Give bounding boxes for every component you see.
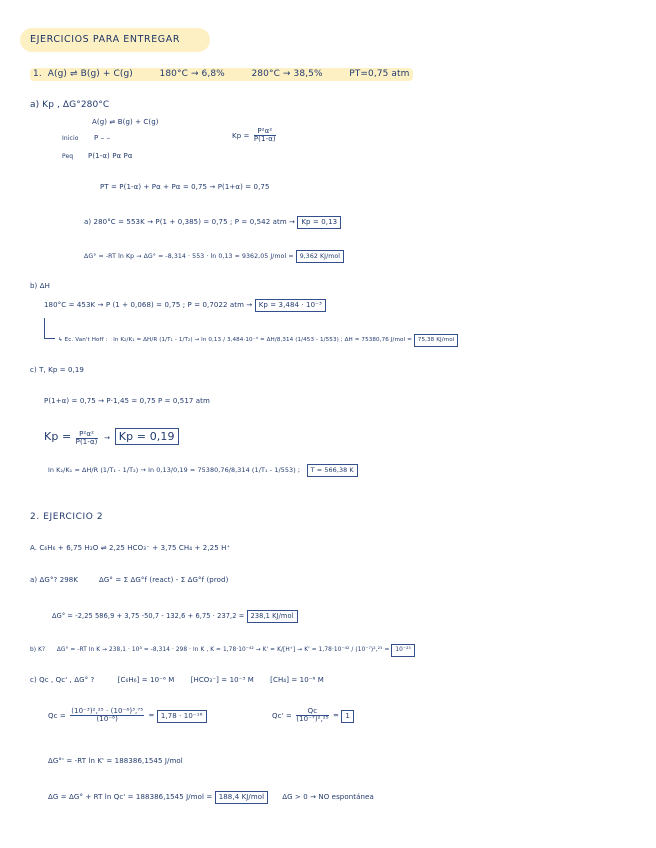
ex1-table-inicio: P – – xyxy=(94,134,111,142)
ex2-b-box: 10⁻²⁵ xyxy=(391,644,415,657)
ex1-a-dg: ΔG° = -RT ln Kp → ΔG° = -8,314 · 553 · ln 0,13 = 9362,05 J/mol = 9,362 KJ/mol xyxy=(84,250,344,263)
ex1-b-label: b) ΔH xyxy=(30,282,50,290)
ex2-a-calc: ΔG° = -2,25 586,9 + 3,75 -50,7 - 132,6 + 6,75 · 237,2 = 238,1 KJ/mol xyxy=(52,610,298,623)
ex2-c-dg-line: ΔG = ΔG° + RT ln Qc' = 188386,1545 J/mol = 188,4 KJ/mol ΔG > 0 → NO espontánea xyxy=(48,791,374,804)
ex1-reaction: A(g) ⇌ B(g) + C(g) xyxy=(47,69,133,79)
ex1-header xyxy=(30,68,413,81)
ex2-c-qcp-box: 1 xyxy=(341,710,354,723)
page-title: EJERCICIOS PARA ENTREGAR xyxy=(30,34,181,45)
ex1-c-kp: Kp = $\frac{\text{P²α²}}{P(1-\alpha)}$ → Kp = 0,19 xyxy=(44,428,179,446)
ex1-pt-line: PT = P(1-α) + Pα + Pα = 0,75 → P(1+α) = 0,75 xyxy=(100,183,270,191)
ex2-heading: 2. EJERCICIO 2 xyxy=(30,512,104,522)
ex2-c-qc-box: 1,78 · 10⁻¹⁶ xyxy=(157,710,207,723)
ex1-c-step: P(1+α) = 0,75 → P·1,45 = 0,75 P = 0,517 atm xyxy=(44,397,210,405)
ex2-c-qcp: Qc' = $\frac{Qc}{\text{(10⁻⁷)²,²⁵}}$ = 1 xyxy=(272,708,354,723)
ex1-a-dg-box: 9,362 KJ/mol xyxy=(296,250,344,263)
ex1-pressure: PT=0,75 atm xyxy=(349,69,410,79)
ex1-b-dh-box: 75,38 KJ/mol xyxy=(414,334,459,347)
ex1-table-inicio-label: Inicio xyxy=(62,135,79,142)
ex1-table-eq-label: Peq xyxy=(62,153,74,160)
ex2-c-dg0: ΔG°' = -RT ln K' = 188386,1545 J/mol xyxy=(48,757,183,765)
ex1-a-kp-box: Kp = 0,13 xyxy=(297,216,341,229)
ex2-c-qc: Qc = $\frac{\text{(10⁻³)²,²⁵ · (10⁻⁶)³,⁷⁵}}{\text{(10⁻⁶)}}$ = 1,78 · 10⁻¹⁶ xyxy=(48,708,207,723)
ex1-c-eq: ln K₂/K₁ = ΔH/R (1/T₁ - 1/T₂) → ln 0,13/0,19 = 75380,76/8,314 (1/T₁ - 1/553) ; T = 566,38 K xyxy=(48,464,358,477)
ex2-reaction: A. C₆H₆ + 6,75 H₂O ⇌ 2,25 HCO₃⁻ + 3,75 CH₄ + 2,25 H⁺ xyxy=(30,544,231,552)
ex1-cond1: 180°C → 6,8% xyxy=(159,69,225,79)
ex2-a-box: 238,1 KJ/mol xyxy=(247,610,298,623)
ex1-c-label: c) T, Kp = 0,19 xyxy=(30,366,84,374)
ex1-kp-expression: Kp = $\frac{\text{P²α²}}{P(1-\alpha)}$ xyxy=(232,127,276,143)
ex2-c-line: c) Qc , Qc' , ΔG° ? [C₆H₆] = 10⁻⁶ M [HCO₃⁻] = 10⁻³ M [CH₄] = 10⁻⁶ M xyxy=(30,676,324,684)
ex2-c-conclusion: ΔG > 0 → NO espontánea xyxy=(282,793,374,801)
ex1-table-reaction: A(g) ⇌ B(g) + C(g) xyxy=(92,118,159,126)
ex1-b-step: 180°C = 453K → P (1 + 0,068) = 0,75 ; P = 0,7022 atm → Kp = 3,484 · 10⁻³ xyxy=(44,299,326,312)
ex2-a-line: a) ΔG°? 298K ΔG° = Σ ΔG°f (react) - Σ ΔG°f (prod) xyxy=(30,576,229,584)
ex1-a-label: a) Kp , ΔG°280°C xyxy=(30,100,110,110)
ex2-c-dg-box: 188,4 KJ/mol xyxy=(215,791,269,804)
ex1-number: 1. xyxy=(33,69,42,79)
ex1-b-kp-box: Kp = 3,484 · 10⁻³ xyxy=(255,299,326,312)
ex1-c-kp-box: Kp = 0,19 xyxy=(115,428,179,445)
ex1-table-eq: P(1-α) Pα Pα xyxy=(88,152,133,160)
ex2-b-line: b) K? ΔG° = -RT ln K → 238,1 · 10³ = -8,314 · 298 · ln K , K = 1,78·10⁻⁴² → K' = K/[H⁺] → K' = 1,78·10⁻⁴² / (10⁻⁷)²,²⁵ = 10⁻²⁵ xyxy=(30,644,415,657)
ex1-c-t-box: T = 566,38 K xyxy=(307,464,358,477)
ex1-b-vanthoff: ↳ Ec. Van't Hoff : ln K₂/K₁ = ΔH/R (1/T₁ - 1/T₂) → ln 0,13 / 3,484·10⁻³ = ΔH/8,314 (1/453 - 1/553) ; ΔH = 75380,76 J/mol = 75,38 KJ/mol xyxy=(58,334,458,347)
ex1-cond2: 280°C → 38,5% xyxy=(251,69,323,79)
ex1-a-step: a) 280°C = 553K → P(1 + 0,385) = 0,75 ; P = 0,542 atm → Kp = 0,13 xyxy=(84,216,341,229)
arrow-icon xyxy=(44,318,55,339)
